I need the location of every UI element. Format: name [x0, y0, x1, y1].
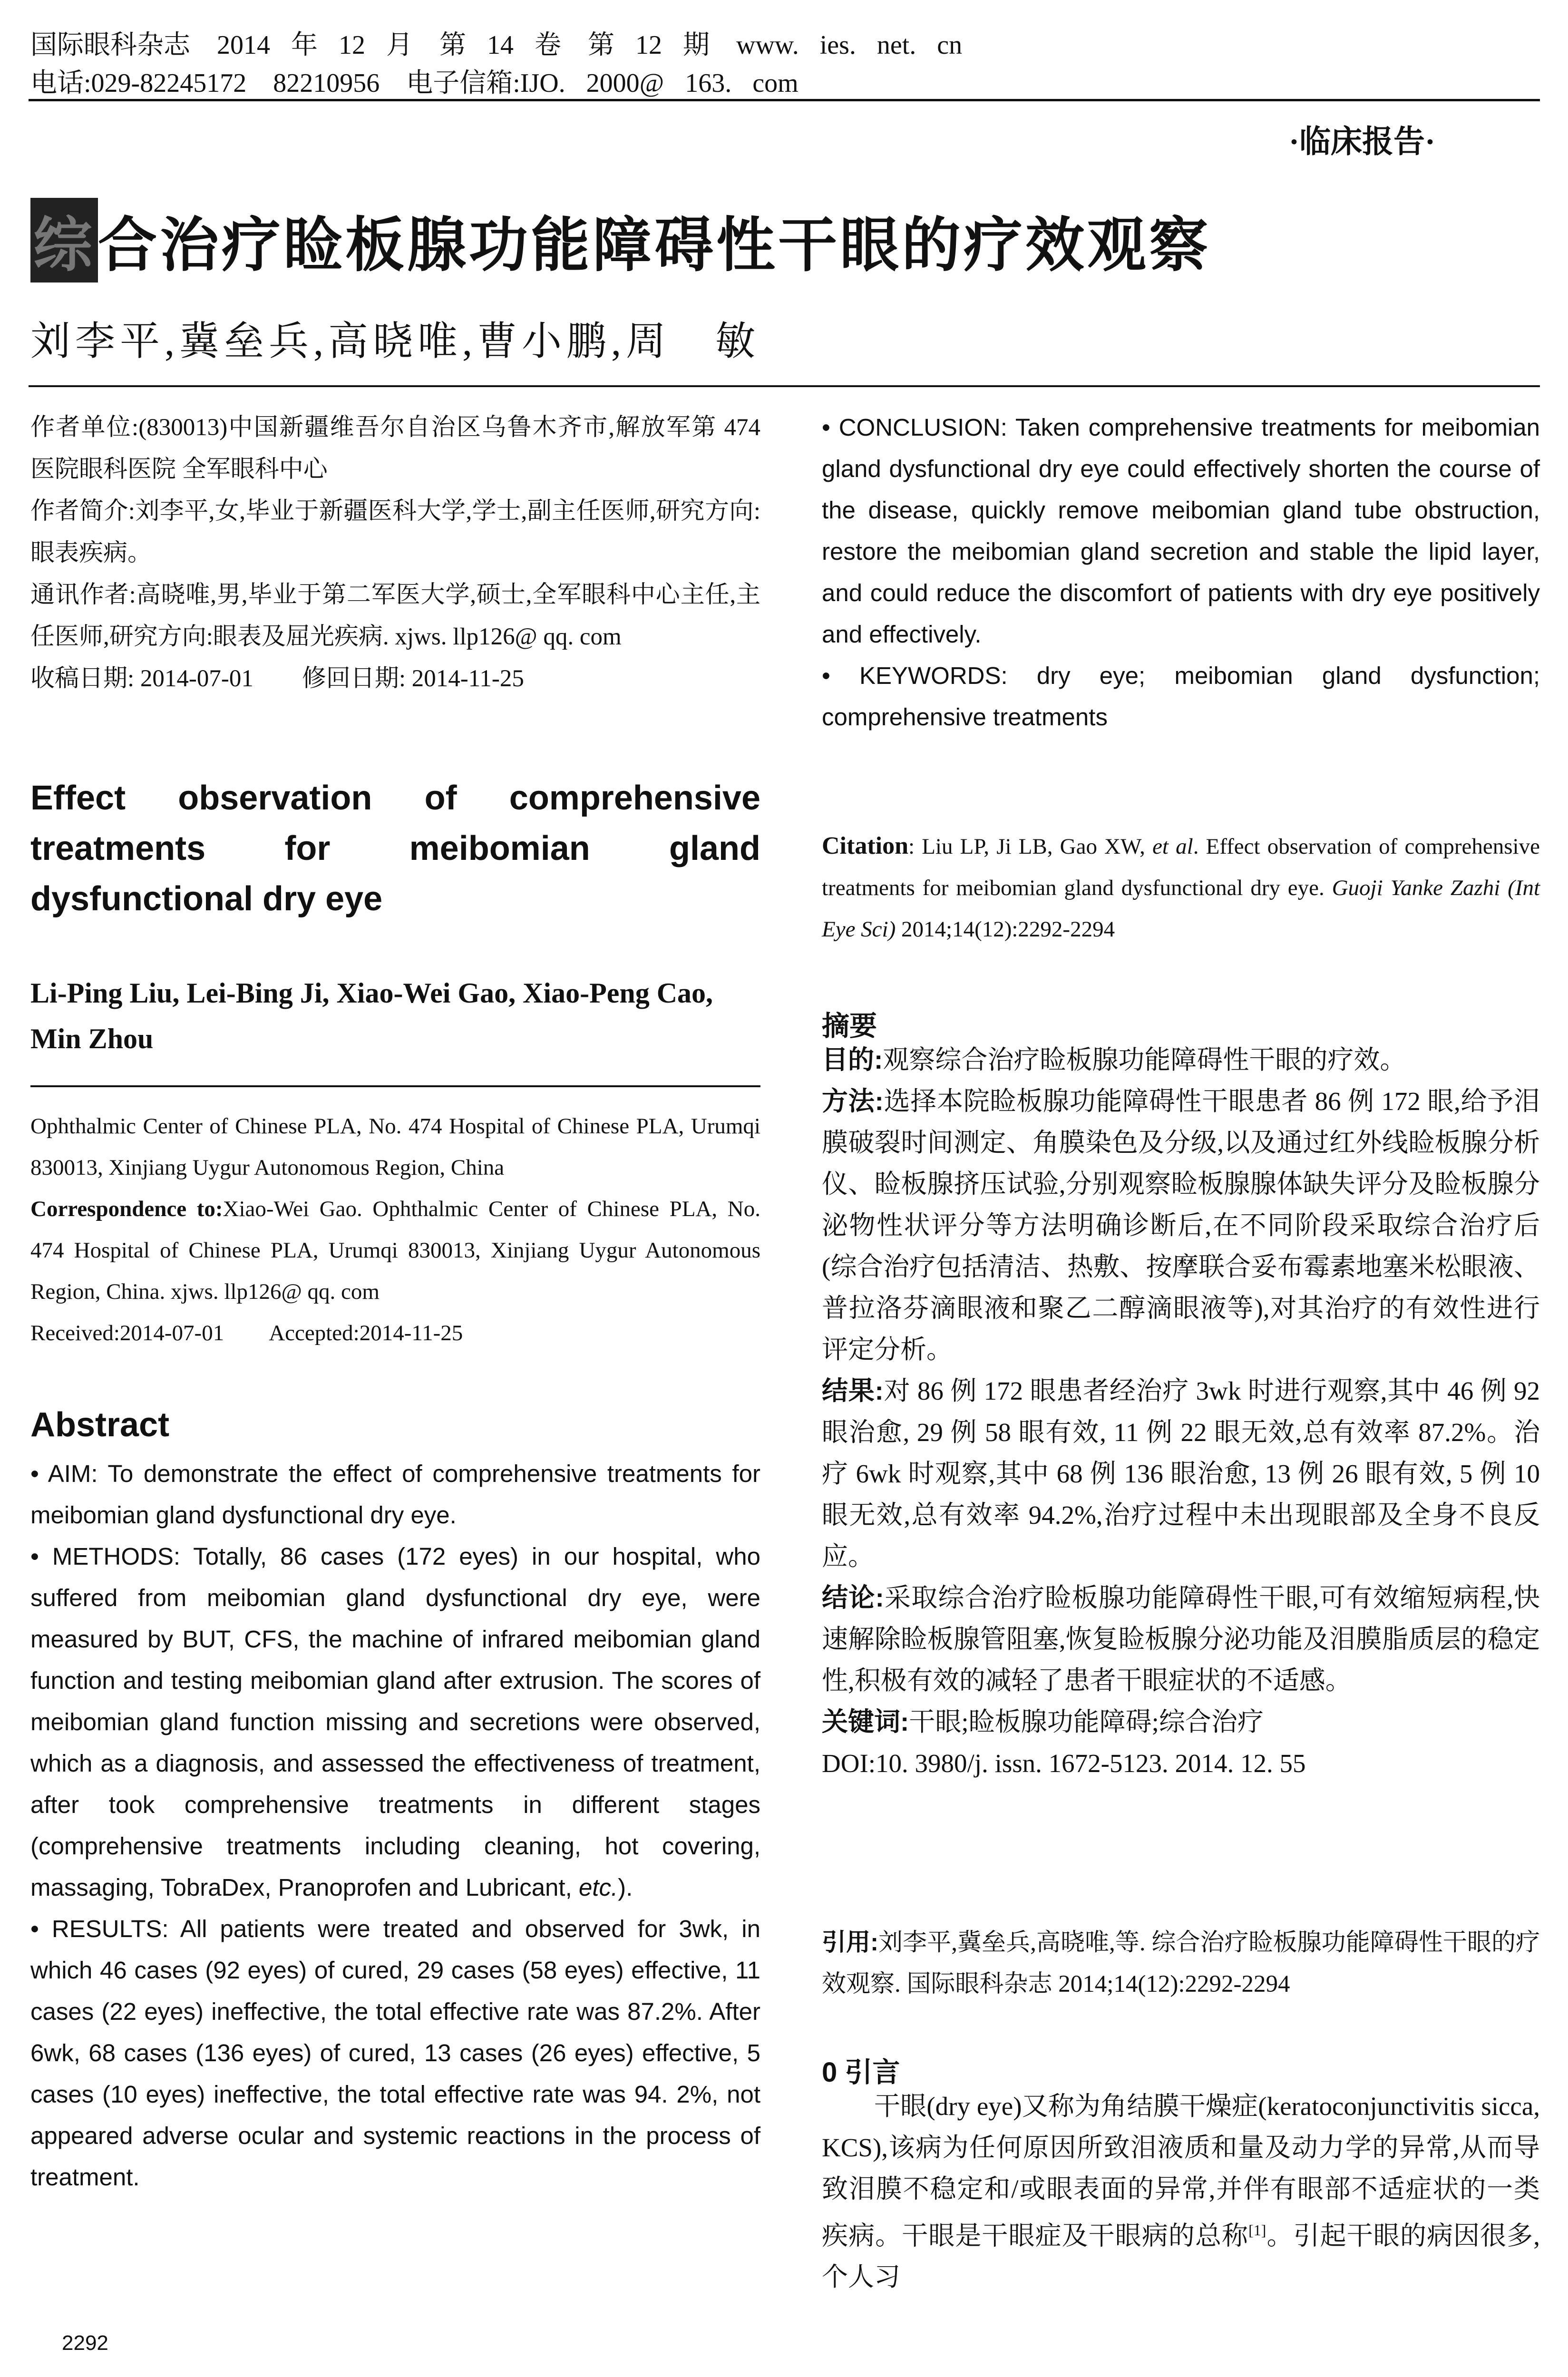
chinese-abstract — [822, 1039, 1540, 1784]
dates-cn: 收稿日期: 2014-07-01 修回日期: 2014-11-25 — [30, 665, 524, 692]
introduction-heading: 0 引言 — [822, 2057, 900, 2088]
introduction-body — [822, 2085, 1540, 2298]
cn-abstract-results — [822, 1370, 1540, 1577]
cn-results-label: 结果: — [822, 1376, 884, 1405]
running-header-journal: 国际眼科杂志 2014 年 12 月 第 14 卷 第 12 期 www. ies. net. cn — [30, 30, 963, 60]
correspondence-label: Correspondence to: — [30, 1197, 223, 1221]
author-bio-cn: 作者简介:刘李平,女,毕业于新疆医科大学,学士,副主任医师,研究方向:眼表疾病。 — [30, 498, 760, 566]
abstract-body — [30, 1453, 760, 2198]
abstract-heading: Abstract — [30, 1406, 170, 1444]
abstract-methods-text: • METHODS: Totally, 86 cases (172 eyes) in our hospital, who suffered from meibomian gland dysfunctional dry eye, were measured by BUT, CFS, the machine of infrared meibomian gland function and testing meibomian gland after extrusion. The scores of meibomian gland function missing and secretions were observed, which as a diagnosis, and assessed the effectiveness of treatment, after took comprehensive treatments in different stages (comprehensive treatments including cleaning, hot covering, massaging, TobraDex, Pranoprofen and Lubricant, — [30, 1543, 760, 1901]
citation-post: 2014;14(12):2292-2294 — [896, 917, 1115, 942]
running-header-contact: 电话:029-82245172 82210956 电子信箱:IJO. 2000@ 163. com — [30, 68, 799, 98]
abstract-methods-etc: etc. — [578, 1874, 618, 1901]
abstract-results: • RESULTS: All patients were treated and observed for 3wk, in which 46 cases (92 eyes) of cured, 29 cases (58 eyes) effective, 11 cases (22 eyes) ineffective, the total effective rate was 87.2%. After 6wk, 68 cases (136 eyes) of cured, 13 cases (26 eyes) effective, 5 cases (10 eyes) ineffective, the total effective rate was 94. 2%, not appeared adverse ocular and systemic reactions in the process of treatment. — [30, 1915, 760, 2191]
cn-abstract-aim — [822, 1039, 1540, 1081]
corresponding-author-cn: 通讯作者:高晓唯,男,毕业于第二军医大学,硕士,全军眼科中心主任,主任医师,研究方向:眼表及屈光疾病. xjws. llp126@ qq. com — [30, 582, 760, 650]
abstract-keywords: • KEYWORDS: dry eye; meibomian gland dysfunction; comprehensive treatments — [822, 662, 1540, 731]
intro-reference: [1] — [1248, 2221, 1266, 2239]
cn-cite-label: 引用: — [822, 1929, 879, 1956]
authors-rule — [29, 385, 1540, 387]
article-title — [30, 198, 1211, 283]
intro-text-end: 。引起干眼的病因很多,个人习 — [822, 2221, 1540, 2292]
abstract-continued — [822, 407, 1540, 738]
cn-cite-text: 刘李平,冀垒兵,高晓唯,等. 综合治疗睑板腺功能障碍性干眼的疗效观察. 国际眼科杂志 2014;14(12):2292-2294 — [822, 1929, 1540, 1997]
cn-abstract-methods — [822, 1081, 1540, 1370]
affiliation-block — [30, 1106, 760, 1354]
correspondence-en — [30, 1188, 760, 1313]
chinese-citation — [822, 1921, 1540, 2005]
section-tag: ·临床报告· — [1289, 125, 1436, 159]
header-rule — [29, 99, 1540, 101]
author-affiliation-cn: 作者单位:(830013)中国新疆维吾尔自治区乌鲁木齐市,解放军第 474 医院眼科医院 全军眼科中心 — [30, 414, 760, 483]
abstract-methods-end: ). — [618, 1874, 633, 1901]
cn-abstract-conclusion — [822, 1577, 1540, 1701]
abstract-aim: • AIM: To demonstrate the effect of comprehensive treatments for meibomian gland dysfunctional dry eye. — [30, 1460, 760, 1529]
cn-methods-label: 方法: — [822, 1086, 884, 1116]
correspondence-text: Xiao-Wei Gao. Ophthalmic Center of Chinese PLA, No. 474 Hospital of Chinese PLA, Urumqi 830013, Xinjiang Uygur Autonomous Region, China. xjws. llp126@ qq. com — [30, 1197, 760, 1304]
cn-keywords-label: 关键词: — [822, 1707, 909, 1736]
citation-label: Citation — [822, 832, 908, 859]
intro-text: 干眼(dry eye)又称为角结膜干燥症(keratoconjunctivitis sicca, KCS),该病为任何原因所致泪液质和量及动力学的异常,从而导致泪膜不稳定和/或眼表面的异常,并伴有眼部不适症状的一类疾病。干眼是干眼症及干眼病的总称 — [822, 2092, 1540, 2250]
doi: DOI:10. 3980/j. issn. 1672-5123. 2014. 12. 55 — [822, 1749, 1306, 1778]
cn-abstract-keywords — [822, 1701, 1540, 1743]
cn-aim-label: 目的: — [822, 1045, 883, 1074]
page-number: 2292 — [62, 2331, 108, 2355]
cn-results-text: 对 86 例 172 眼患者经治疗 3wk 时进行观察,其中 46 例 92 眼治愈, 29 例 58 眼有效, 11 例 22 眼无效,总有效率 87.2%。治疗 6wk 时观察,其中 68 例 136 眼治愈, 13 例 26 眼有效, 5 例 10 眼无效,总有效率 94.2%,治疗过程中未出现眼部及全身不良反应。 — [822, 1376, 1540, 1571]
chinese-abstract-heading: 摘要 — [822, 1011, 877, 1042]
citation-en — [822, 825, 1540, 950]
author-info-block — [30, 407, 760, 700]
citation-journal: Guoji Yanke Zazhi (Int Eye Sci) — [822, 876, 1540, 942]
citation-mid: . Effect observation of comprehensive treatments for meibomian gland dysfunctional dry eye. — [822, 834, 1540, 900]
cn-conclusion-text: 采取综合治疗睑板腺功能障碍性干眼,可有效缩短病程,快速解除睑板腺管阻塞,恢复睑板腺分泌功能及泪膜脂质层的稳定性,积极有效的减轻了患者干眼症状的不适感。 — [822, 1583, 1540, 1695]
cn-methods-text: 选择本院睑板腺功能障碍性干眼患者 86 例 172 眼,给予泪膜破裂时间测定、角膜染色及分级,以及通过红外线睑板腺分析仪、睑板腺挤压试验,分别观察睑板腺腺体缺失评分及睑板腺分泌物性状评分等方法明确诊断后,在不同阶段采取综合治疗后(综合治疗包括清洁、热敷、按摩联合妥布霉素地塞米松眼液、普拉洛芬滴眼液和聚乙二醇滴眼液等),对其治疗的有效性进行评定分析。 — [822, 1087, 1540, 1364]
cn-keywords-text: 干眼;睑板腺功能障碍;综合治疗 — [909, 1707, 1264, 1736]
cn-aim-text: 观察综合治疗睑板腺功能障碍性干眼的疗效。 — [883, 1045, 1406, 1074]
abstract-conclusion: • CONCLUSION: Taken comprehensive treatments for meibomian gland dysfunctional dry eye could effectively shorten the course of the disease, quickly remove meibomian gland tube obstruction, restore the meibomian gland secretion and stable the lipid layer, and could reduce the discomfort of patients with dry eye positively and effectively. — [822, 414, 1540, 648]
english-title: Effect observation of comprehensive treatments for meibomian gland dysfunctional dry eye — [30, 779, 760, 918]
title-text: 合治疗睑板腺功能障碍性干眼的疗效观察 — [98, 213, 1211, 278]
introduction-paragraph — [822, 2085, 1540, 2298]
cn-conclusion-label: 结论: — [822, 1583, 884, 1612]
affiliation-en: Ophthalmic Center of Chinese PLA, No. 474 Hospital of Chinese PLA, Urumqi 830013, Xinjiang Uygur Autonomous Region, China — [30, 1114, 760, 1180]
received-accepted: Received:2014-07-01 Accepted:2014-11-25 — [30, 1321, 463, 1345]
abstract-methods — [30, 1536, 760, 1908]
citation-pre: : Liu LP, Ji LB, Gao XW, — [908, 834, 1145, 859]
citation-etal: et al — [1152, 834, 1193, 859]
english-authors-rule — [30, 1085, 760, 1087]
english-authors: Li-Ping Liu, Lei-Bing Ji, Xiao-Wei Gao, Xiao-Peng Cao, Min Zhou — [30, 977, 713, 1054]
title-drop-character: 综 — [30, 198, 98, 283]
authors-chinese: 刘李平,冀垒兵,高晓唯,曹小鹏,周 敏 — [30, 320, 760, 364]
